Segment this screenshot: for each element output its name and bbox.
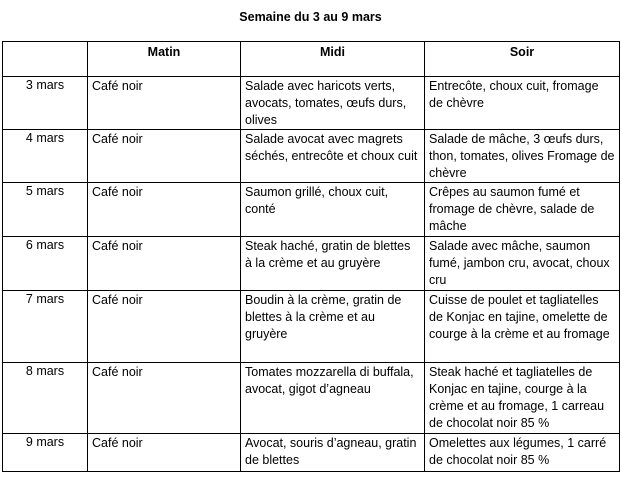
cell-date: 8 mars: [3, 363, 88, 434]
table-row: [3, 434, 620, 472]
cell-midi: Salade avocat avec magrets séchés, entrecôte et choux cuit: [241, 130, 425, 183]
table-row: [3, 130, 620, 183]
cell-soir: Cuisse de poulet et tagliatelles de Konjac en tajine, omelette de courge à la crème et au fromage: [425, 291, 620, 363]
cell-matin: Café noir: [88, 77, 241, 130]
header-midi: Midi: [241, 42, 425, 77]
cell-matin: Café noir: [88, 130, 241, 183]
cell-matin: Café noir: [88, 237, 241, 291]
cell-soir: Omelettes aux légumes, 1 carré de chocolat noir 85 %: [425, 434, 620, 472]
cell-date: 6 mars: [3, 237, 88, 291]
cell-date: 4 mars: [3, 130, 88, 183]
header-soir: Soir: [425, 42, 620, 77]
cell-date: 7 mars: [3, 291, 88, 363]
header-matin: Matin: [88, 42, 241, 77]
cell-midi: Boudin à la crème, gratin de blettes à la crème et au gruyère: [241, 291, 425, 363]
cell-soir: Crêpes au saumon fumé et fromage de chèvre, salade de mâche: [425, 183, 620, 237]
cell-matin: Café noir: [88, 363, 241, 434]
cell-midi: Steak haché, gratin de blettes à la crème et au gruyère: [241, 237, 425, 291]
table-row: [3, 363, 620, 434]
header-date: [3, 42, 88, 77]
table-row: [3, 183, 620, 237]
page-title: Semaine du 3 au 9 mars: [239, 10, 382, 24]
cell-matin: Café noir: [88, 434, 241, 472]
table-header-row: [3, 42, 620, 77]
cell-soir: Salade avec mâche, saumon fumé, jambon cru, avocat, choux cru: [425, 237, 620, 291]
cell-soir: Steak haché et tagliatelles de Konjac en tajine, courge à la crème et au fromage, 1 carreau de chocolat noir 85 %: [425, 363, 620, 434]
cell-date: 9 mars: [3, 434, 88, 472]
cell-matin: Café noir: [88, 291, 241, 363]
cell-soir: Salade de mâche, 3 œufs durs, thon, tomates, olives Fromage de chèvre: [425, 130, 620, 183]
table-row: [3, 237, 620, 291]
meal-table: [2, 41, 620, 472]
cell-midi: Saumon grillé, choux cuit, conté: [241, 183, 425, 237]
table-row: [3, 291, 620, 363]
cell-date: 5 mars: [3, 183, 88, 237]
cell-midi: Avocat, souris d’agneau, gratin de blettes: [241, 434, 425, 472]
cell-midi: Salade avec haricots verts, avocats, tomates, œufs durs, olives: [241, 77, 425, 130]
cell-midi: Tomates mozzarella di buffala, avocat, gigot d’agneau: [241, 363, 425, 434]
cell-soir: Entrecôte, choux cuit, fromage de chèvre: [425, 77, 620, 130]
table-row: [3, 77, 620, 130]
cell-matin: Café noir: [88, 183, 241, 237]
cell-date: 3 mars: [3, 77, 88, 130]
